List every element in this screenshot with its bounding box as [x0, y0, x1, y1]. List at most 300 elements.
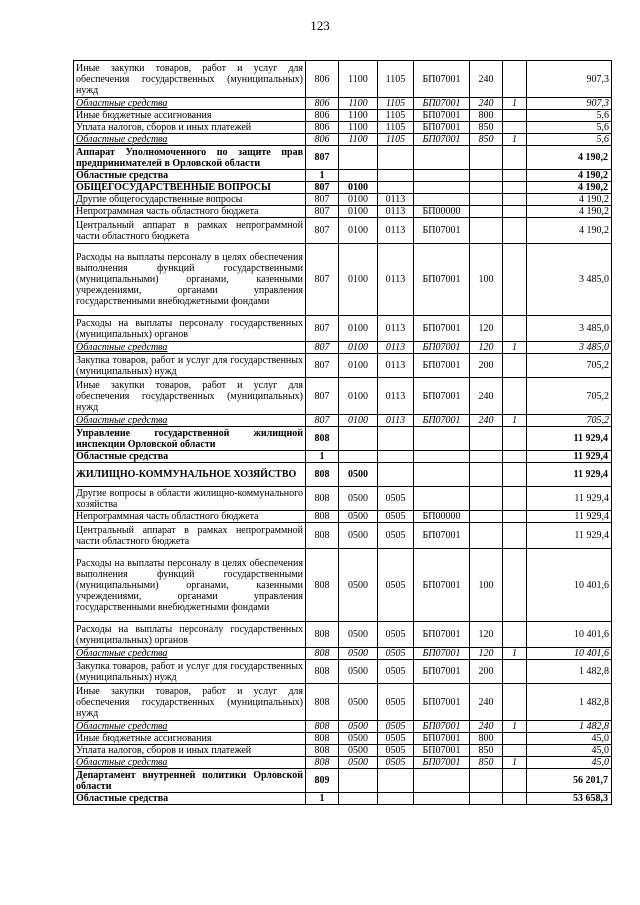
row-expense-type-code: 800: [470, 110, 503, 122]
row-name: Закупка товаров, работ и услуг для государственных (муниципальных) нужд: [74, 660, 306, 684]
row-ved-code: 807: [306, 194, 339, 206]
row-amount: 705,2: [527, 354, 612, 378]
row-amount: 56 201,7: [527, 769, 612, 793]
row-section-code: 0500: [339, 660, 378, 684]
row-funding-source: 1: [503, 342, 527, 354]
row-section-code: 1100: [339, 61, 378, 98]
row-name: Закупка товаров, работ и услуг для государственных (муниципальных) нужд: [74, 354, 306, 378]
row-target-code: БП07001: [414, 523, 470, 549]
row-subsection-code: 1105: [378, 98, 414, 110]
table-row: [74, 122, 612, 134]
row-name: Областные средства: [74, 793, 306, 805]
row-section-code: 0500: [339, 745, 378, 757]
row-target-code: БП07001: [414, 61, 470, 98]
row-subsection-code: 0113: [378, 378, 414, 415]
budget-table: [73, 60, 612, 805]
table-row: [74, 206, 612, 218]
row-amount: 4 190,2: [527, 170, 612, 182]
table-row: [74, 511, 612, 523]
row-expense-type-code: 120: [470, 316, 503, 342]
row-subsection-code: [378, 769, 414, 793]
row-funding-source: 1: [503, 415, 527, 427]
row-ved-code: 808: [306, 684, 339, 721]
row-name: Уплата налогов, сборов и иных платежей: [74, 122, 306, 134]
row-name: Центральный аппарат в рамках непрограммной части областного бюджета: [74, 218, 306, 244]
page-number: 123: [310, 18, 330, 33]
table-row: [74, 316, 612, 342]
row-expense-type-code: 850: [470, 122, 503, 134]
table-row: [74, 622, 612, 648]
row-funding-source: [503, 487, 527, 511]
row-funding-source: [503, 146, 527, 170]
row-subsection-code: 0505: [378, 757, 414, 769]
row-funding-source: [503, 218, 527, 244]
row-amount: 3 485,0: [527, 342, 612, 354]
row-expense-type-code: 850: [470, 757, 503, 769]
row-ved-code: 807: [306, 206, 339, 218]
row-subsection-code: 0113: [378, 354, 414, 378]
row-amount: 11 929,4: [527, 451, 612, 463]
row-amount: 53 658,3: [527, 793, 612, 805]
row-section-code: 0500: [339, 622, 378, 648]
row-target-code: БП07001: [414, 354, 470, 378]
row-section-code: [339, 170, 378, 182]
row-amount: 1 482,8: [527, 721, 612, 733]
row-ved-code: 808: [306, 733, 339, 745]
table-row: [74, 745, 612, 757]
row-expense-type-code: 850: [470, 745, 503, 757]
row-section-code: 0500: [339, 733, 378, 745]
table-row: [74, 648, 612, 660]
row-subsection-code: 0113: [378, 316, 414, 342]
table-row: [74, 110, 612, 122]
row-name: Иные бюджетные ассигнования: [74, 110, 306, 122]
row-expense-type-code: 240: [470, 721, 503, 733]
row-amount: 45,0: [527, 745, 612, 757]
row-target-code: БП07001: [414, 733, 470, 745]
row-expense-type-code: 240: [470, 98, 503, 110]
row-name: Областные средства: [74, 342, 306, 354]
row-section-code: 0100: [339, 182, 378, 194]
row-section-code: 0100: [339, 316, 378, 342]
row-funding-source: 1: [503, 648, 527, 660]
row-ved-code: 807: [306, 354, 339, 378]
row-funding-source: [503, 511, 527, 523]
row-ved-code: 806: [306, 122, 339, 134]
row-amount: 10 401,6: [527, 549, 612, 622]
row-target-code: [414, 793, 470, 805]
row-ved-code: 807: [306, 218, 339, 244]
row-target-code: БП07001: [414, 110, 470, 122]
row-target-code: БП07001: [414, 757, 470, 769]
row-name: Центральный аппарат в рамках непрограммной части областного бюджета: [74, 523, 306, 549]
row-expense-type-code: 200: [470, 354, 503, 378]
row-section-code: 0100: [339, 218, 378, 244]
table-row: [74, 660, 612, 684]
row-expense-type-code: [470, 793, 503, 805]
row-name: ОБЩЕГОСУДАРСТВЕННЫЕ ВОПРОСЫ: [74, 182, 306, 194]
row-ved-code: 806: [306, 98, 339, 110]
row-name: Департамент внутренней политики Орловской области: [74, 769, 306, 793]
table-row: [74, 98, 612, 110]
row-name: Областные средства: [74, 170, 306, 182]
row-funding-source: 1: [503, 757, 527, 769]
row-subsection-code: 0505: [378, 487, 414, 511]
row-section-code: [339, 146, 378, 170]
row-ved-code: 808: [306, 487, 339, 511]
table-row: [74, 342, 612, 354]
row-subsection-code: [378, 146, 414, 170]
row-name: Иные закупки товаров, работ и услуг для обеспечения государственных (муниципальных) нужд: [74, 61, 306, 98]
row-target-code: БП00000: [414, 206, 470, 218]
row-amount: 11 929,4: [527, 523, 612, 549]
row-amount: 4 190,2: [527, 194, 612, 206]
row-target-code: [414, 194, 470, 206]
row-expense-type-code: 800: [470, 733, 503, 745]
row-funding-source: [503, 354, 527, 378]
row-name: Иные бюджетные ассигнования: [74, 733, 306, 745]
table-row: [74, 194, 612, 206]
row-expense-type-code: 120: [470, 648, 503, 660]
row-subsection-code: 0113: [378, 218, 414, 244]
row-section-code: 0100: [339, 415, 378, 427]
row-target-code: БП07001: [414, 745, 470, 757]
row-expense-type-code: 240: [470, 378, 503, 415]
row-amount: 5,6: [527, 134, 612, 146]
row-section-code: 0500: [339, 523, 378, 549]
table-row: [74, 757, 612, 769]
table-row: [74, 793, 612, 805]
row-ved-code: 808: [306, 523, 339, 549]
row-target-code: БП00000: [414, 511, 470, 523]
row-section-code: 0100: [339, 378, 378, 415]
row-funding-source: 1: [503, 98, 527, 110]
row-target-code: БП07001: [414, 316, 470, 342]
row-amount: 11 929,4: [527, 487, 612, 511]
row-amount: 4 190,2: [527, 218, 612, 244]
row-name: Другие вопросы в области жилищно-коммунального хозяйства: [74, 487, 306, 511]
row-subsection-code: 0505: [378, 523, 414, 549]
row-subsection-code: 0505: [378, 648, 414, 660]
row-ved-code: 809: [306, 769, 339, 793]
table-row: [74, 218, 612, 244]
row-ved-code: 808: [306, 622, 339, 648]
row-expense-type-code: [470, 218, 503, 244]
row-subsection-code: 0505: [378, 721, 414, 733]
row-section-code: [339, 769, 378, 793]
row-amount: 1 482,8: [527, 660, 612, 684]
row-expense-type-code: 120: [470, 622, 503, 648]
row-ved-code: 806: [306, 110, 339, 122]
row-section-code: 0500: [339, 684, 378, 721]
table-row: [74, 549, 612, 622]
row-ved-code: 808: [306, 427, 339, 451]
row-expense-type-code: [470, 487, 503, 511]
row-amount: 10 401,6: [527, 622, 612, 648]
row-expense-type-code: [470, 146, 503, 170]
row-subsection-code: 0505: [378, 622, 414, 648]
row-target-code: БП07001: [414, 244, 470, 316]
row-target-code: [414, 182, 470, 194]
row-section-code: 0500: [339, 757, 378, 769]
row-section-code: 0100: [339, 194, 378, 206]
row-funding-source: [503, 622, 527, 648]
table-row: [74, 170, 612, 182]
row-ved-code: 808: [306, 660, 339, 684]
row-target-code: БП07001: [414, 98, 470, 110]
row-ved-code: 807: [306, 146, 339, 170]
row-expense-type-code: 240: [470, 61, 503, 98]
row-amount: 11 929,4: [527, 511, 612, 523]
row-name: Областные средства: [74, 98, 306, 110]
row-subsection-code: 0505: [378, 549, 414, 622]
row-target-code: БП07001: [414, 721, 470, 733]
row-amount: 4 190,2: [527, 206, 612, 218]
row-expense-type-code: [470, 523, 503, 549]
row-name: Расходы на выплаты персоналу государственных (муниципальных) органов: [74, 622, 306, 648]
row-funding-source: [503, 170, 527, 182]
row-name: Аппарат Уполномоченного по защите прав предпринимателей в Орловской области: [74, 146, 306, 170]
row-subsection-code: 1105: [378, 110, 414, 122]
row-target-code: БП07001: [414, 378, 470, 415]
row-amount: 907,3: [527, 61, 612, 98]
row-name: ЖИЛИЩНО-КОММУНАЛЬНОЕ ХОЗЯЙСТВО: [74, 463, 306, 487]
row-expense-type-code: [470, 451, 503, 463]
row-ved-code: 807: [306, 415, 339, 427]
table-row: [74, 61, 612, 98]
row-subsection-code: 1105: [378, 61, 414, 98]
row-funding-source: [503, 463, 527, 487]
row-name: Областные средства: [74, 415, 306, 427]
row-subsection-code: 0113: [378, 342, 414, 354]
row-section-code: 0100: [339, 354, 378, 378]
row-expense-type-code: [470, 427, 503, 451]
row-name: Другие общегосударственные вопросы: [74, 194, 306, 206]
row-name: Областные средства: [74, 721, 306, 733]
row-amount: 10 401,6: [527, 648, 612, 660]
row-subsection-code: 0505: [378, 511, 414, 523]
table-row: [74, 354, 612, 378]
row-ved-code: 808: [306, 745, 339, 757]
row-target-code: [414, 451, 470, 463]
row-target-code: [414, 463, 470, 487]
row-subsection-code: 0505: [378, 733, 414, 745]
row-ved-code: 808: [306, 721, 339, 733]
row-section-code: [339, 427, 378, 451]
row-funding-source: [503, 61, 527, 98]
row-funding-source: [503, 769, 527, 793]
row-section-code: [339, 451, 378, 463]
row-expense-type-code: 100: [470, 244, 503, 316]
row-funding-source: 1: [503, 721, 527, 733]
row-target-code: БП07001: [414, 218, 470, 244]
row-amount: 5,6: [527, 122, 612, 134]
row-amount: 4 190,2: [527, 146, 612, 170]
row-expense-type-code: 240: [470, 415, 503, 427]
row-amount: 4 190,2: [527, 182, 612, 194]
row-amount: 11 929,4: [527, 427, 612, 451]
row-ved-code: 807: [306, 316, 339, 342]
row-name: Уплата налогов, сборов и иных платежей: [74, 745, 306, 757]
table-row: [74, 721, 612, 733]
row-section-code: 0100: [339, 206, 378, 218]
row-amount: 1 482,8: [527, 684, 612, 721]
row-section-code: 0500: [339, 511, 378, 523]
row-ved-code: 1: [306, 170, 339, 182]
row-section-code: 0500: [339, 487, 378, 511]
row-name: Областные средства: [74, 134, 306, 146]
row-funding-source: [503, 244, 527, 316]
row-section-code: 1100: [339, 98, 378, 110]
row-ved-code: 808: [306, 463, 339, 487]
row-ved-code: 806: [306, 134, 339, 146]
row-subsection-code: [378, 170, 414, 182]
row-ved-code: 808: [306, 648, 339, 660]
table-row: [74, 769, 612, 793]
row-subsection-code: [378, 451, 414, 463]
row-expense-type-code: 120: [470, 342, 503, 354]
row-target-code: БП07001: [414, 122, 470, 134]
row-funding-source: [503, 206, 527, 218]
row-section-code: 1100: [339, 110, 378, 122]
row-funding-source: [503, 523, 527, 549]
row-name: Иные закупки товаров, работ и услуг для обеспечения государственных (муниципальных) нужд: [74, 378, 306, 415]
row-subsection-code: [378, 463, 414, 487]
table-row: [74, 134, 612, 146]
row-ved-code: 806: [306, 61, 339, 98]
row-ved-code: 808: [306, 511, 339, 523]
row-subsection-code: 0505: [378, 684, 414, 721]
row-ved-code: 1: [306, 793, 339, 805]
row-target-code: БП07001: [414, 648, 470, 660]
row-target-code: [414, 487, 470, 511]
table-row: [74, 487, 612, 511]
row-subsection-code: 0113: [378, 244, 414, 316]
row-target-code: [414, 170, 470, 182]
row-target-code: БП07001: [414, 134, 470, 146]
row-target-code: [414, 146, 470, 170]
row-expense-type-code: 200: [470, 660, 503, 684]
row-target-code: БП07001: [414, 684, 470, 721]
table-row: [74, 733, 612, 745]
row-ved-code: 808: [306, 549, 339, 622]
row-target-code: [414, 427, 470, 451]
row-name: Непрограммная часть областного бюджета: [74, 511, 306, 523]
row-funding-source: [503, 122, 527, 134]
table-row: [74, 451, 612, 463]
row-subsection-code: [378, 182, 414, 194]
table-row: [74, 427, 612, 451]
row-section-code: 0100: [339, 342, 378, 354]
row-amount: 3 485,0: [527, 316, 612, 342]
row-funding-source: [503, 194, 527, 206]
row-amount: 11 929,4: [527, 463, 612, 487]
row-ved-code: 807: [306, 182, 339, 194]
table-row: [74, 463, 612, 487]
row-expense-type-code: [470, 769, 503, 793]
row-name: Иные закупки товаров, работ и услуг для обеспечения государственных (муниципальных) нужд: [74, 684, 306, 721]
row-expense-type-code: [470, 463, 503, 487]
table-row: [74, 244, 612, 316]
row-ved-code: 807: [306, 244, 339, 316]
row-target-code: БП07001: [414, 549, 470, 622]
row-funding-source: [503, 182, 527, 194]
row-target-code: БП07001: [414, 660, 470, 684]
row-name: Областные средства: [74, 757, 306, 769]
row-ved-code: 1: [306, 451, 339, 463]
row-subsection-code: 0113: [378, 206, 414, 218]
row-subsection-code: [378, 793, 414, 805]
row-funding-source: 1: [503, 134, 527, 146]
row-ved-code: 807: [306, 378, 339, 415]
row-funding-source: [503, 316, 527, 342]
row-ved-code: 808: [306, 757, 339, 769]
row-subsection-code: 0113: [378, 194, 414, 206]
row-target-code: [414, 769, 470, 793]
row-expense-type-code: [470, 170, 503, 182]
row-amount: 705,2: [527, 378, 612, 415]
row-funding-source: [503, 684, 527, 721]
table-row: [74, 684, 612, 721]
row-subsection-code: 0505: [378, 745, 414, 757]
row-name: Областные средства: [74, 451, 306, 463]
row-funding-source: [503, 378, 527, 415]
row-expense-type-code: [470, 206, 503, 218]
row-section-code: 0500: [339, 463, 378, 487]
row-name: Расходы на выплаты персоналу в целях обеспечения выполнения функций государственными (муниципальными) органами, казенными учреждениями, органами управления государственными внебюджетными фондами: [74, 549, 306, 622]
row-amount: 5,6: [527, 110, 612, 122]
row-amount: 3 485,0: [527, 244, 612, 316]
row-expense-type-code: [470, 194, 503, 206]
row-funding-source: [503, 110, 527, 122]
row-section-code: [339, 793, 378, 805]
row-amount: 45,0: [527, 757, 612, 769]
row-target-code: БП07001: [414, 622, 470, 648]
row-funding-source: [503, 427, 527, 451]
row-funding-source: [503, 451, 527, 463]
row-name: Расходы на выплаты персоналу государственных (муниципальных) органов: [74, 316, 306, 342]
row-amount: 705,2: [527, 415, 612, 427]
table-row: [74, 182, 612, 194]
row-funding-source: [503, 660, 527, 684]
table-row: [74, 415, 612, 427]
row-subsection-code: 0113: [378, 415, 414, 427]
row-ved-code: 807: [306, 342, 339, 354]
row-amount: 907,3: [527, 98, 612, 110]
budget-table-body: [74, 61, 612, 805]
row-name: Расходы на выплаты персоналу в целях обеспечения выполнения функций государственными (муниципальными) органами, казенными учреждениями, органами управления государственными внебюджетными фондами: [74, 244, 306, 316]
row-expense-type-code: 100: [470, 549, 503, 622]
row-funding-source: [503, 793, 527, 805]
table-row: [74, 146, 612, 170]
row-section-code: 1100: [339, 134, 378, 146]
row-section-code: 0500: [339, 721, 378, 733]
row-section-code: 0500: [339, 549, 378, 622]
row-target-code: БП07001: [414, 342, 470, 354]
row-funding-source: [503, 549, 527, 622]
row-subsection-code: 1105: [378, 134, 414, 146]
row-name: Непрограммная часть областного бюджета: [74, 206, 306, 218]
row-funding-source: [503, 733, 527, 745]
row-section-code: 0100: [339, 244, 378, 316]
row-subsection-code: 1105: [378, 122, 414, 134]
table-row: [74, 523, 612, 549]
row-target-code: БП07001: [414, 415, 470, 427]
row-amount: 45,0: [527, 733, 612, 745]
row-subsection-code: 0505: [378, 660, 414, 684]
row-section-code: 1100: [339, 122, 378, 134]
row-expense-type-code: 850: [470, 134, 503, 146]
